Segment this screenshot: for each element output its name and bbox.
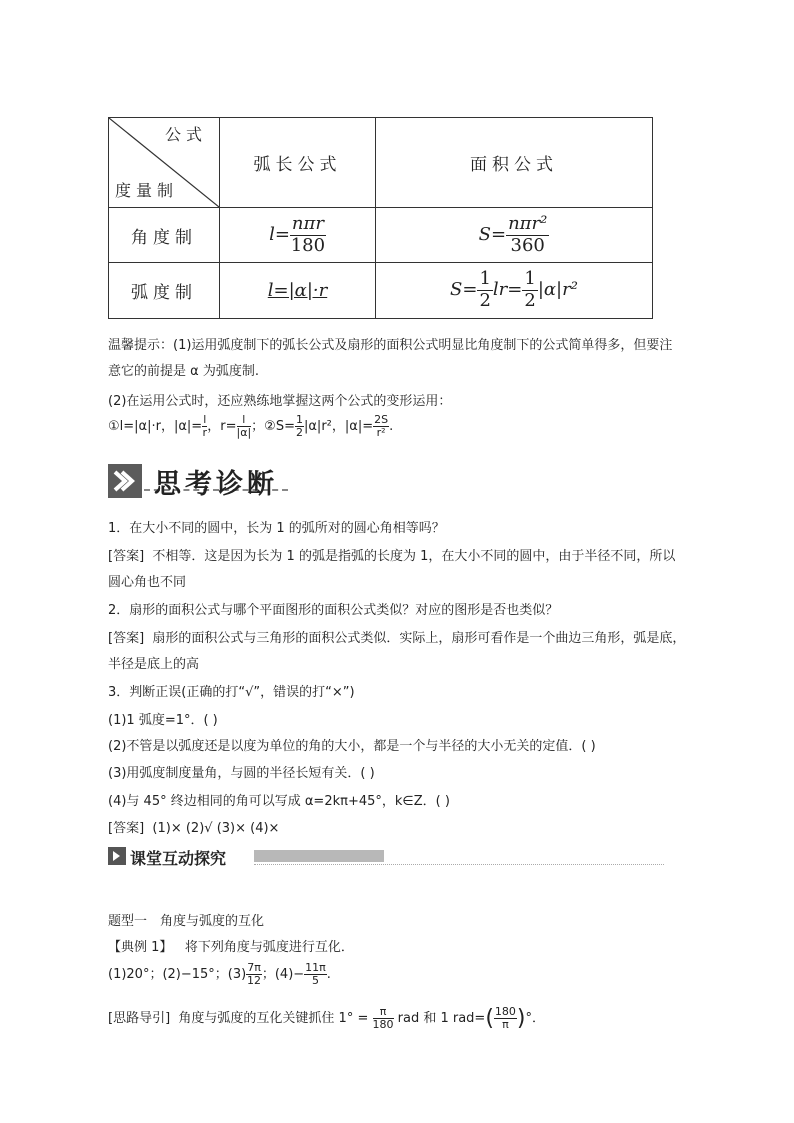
q3-item-4: (4)与 45° 终边相同的角可以写成 α=2kπ+45°，k∈Z．( ) (108, 794, 450, 809)
section-arrow-icon (108, 847, 126, 865)
fraction: $\frac{180}{\pi}$ (494, 1005, 516, 1032)
q3-item-3: (3)用弧度制度量角，与圆的半径长短有关．( ) (108, 766, 375, 781)
fraction: $\frac{7\pi}{12}$ (247, 961, 262, 988)
guide-line: [思路导引] 角度与弧度的互化关键抓住 1° = $\frac{\pi}{180}$ rad 和 1 rad=( $\frac{180}{\pi}$ )°． (108, 1005, 546, 1032)
section-arrow-icon (108, 464, 142, 498)
fraction: $\frac{1}{2}$ (479, 268, 491, 311)
fraction: $\frac{l}{|\alpha|}$ (236, 413, 252, 440)
q3-item-1: (1)1 弧度=1°．( ) (108, 713, 218, 728)
tip-line-1: 温馨提示：(1)运用弧度制下的弧长公式及扇形的面积公式明显比角度制下的公式简单得多，但要注 (108, 338, 673, 353)
degree-area-formula: S= $\frac{\text{nπr²}}{360}$ (376, 208, 653, 263)
q1-answer-cont: 圆心角也不同 (108, 575, 187, 590)
type-title: 题型一 角度与弧度的互化 (108, 914, 265, 929)
table-corner-cell (109, 118, 220, 208)
row-degree-label: 角度制 (109, 208, 220, 263)
q2-question: 2．扇形的面积公式与哪个平面图形的面积公式类似？对应的图形是否也类似？ (108, 603, 559, 618)
fraction: $\frac{\pi}{180}$ (372, 1005, 394, 1032)
q1-question: 1．在大小不同的圆中，长为 1 的弧所对的圆心角相等吗？ (108, 521, 445, 536)
tip-formulas: ①l=|α|·r，|α|= $\frac{l}{r}$ ，r= $\frac{l}{|\alpha|}$ ；②S= $\frac{1}{2}$ |α|r²，|α|= $\frac{2S}{\text{r²}}$ . (108, 413, 394, 440)
example-line: 【典例 1】 将下列角度与弧度进行互化． (108, 940, 354, 955)
fraction: $\frac{\text{nπr}}{180}$ (290, 212, 326, 256)
fraction: $\frac{1}{2}$ (295, 413, 303, 440)
radian-area-formula: S= $\frac{1}{2}$ lr= $\frac{1}{2}$ |α|r² (376, 263, 653, 319)
degree-arc-formula: l= $\frac{\text{nπr}}{180}$ (220, 208, 376, 263)
q3-answer: [答案] (1)× (2)√ (3)× (4)× (108, 821, 280, 836)
radian-arc-formula: l=|α|·r (220, 263, 376, 319)
col-arc-header: 弧长公式 (220, 118, 376, 208)
formula-table (108, 117, 653, 319)
fraction: $\frac{1}{2}$ (524, 268, 536, 311)
tip-line-3: (2)在运用公式时，还应熟练地掌握这两个公式的变形运用： (108, 394, 452, 409)
q2-answer: [答案] 扇形的面积公式与三角形的面积公式类似．实际上，扇形可看作是一个曲边三角形，弧是底， (108, 631, 686, 646)
header-formula-label: 公式 (164, 125, 207, 144)
section-banner-classroom (108, 846, 664, 868)
fraction: $\frac{2S}{\text{r²}}$ (374, 413, 389, 440)
q3-item-2: (2)不管是以弧度还是以度为单位的角的大小，都是一个与半径的大小无关的定值．( ) (108, 739, 596, 754)
row-radian-label: 弧度制 (109, 263, 220, 319)
example-items: (1)20°；(2)−15°；(3) $\frac{7\pi}{12}$ ；(4)− $\frac{11\pi}{5}$ . (108, 961, 331, 988)
q2-answer-cont: 半径是底上的高 (108, 657, 200, 672)
header-unit-label: 度量制 (115, 181, 179, 200)
tip-line-2: 意它的前提是 α 为弧度制. (108, 364, 259, 379)
fraction: $\frac{\text{nπr²}}{360}$ (508, 212, 548, 256)
q1-answer: [答案] 不相等．这是因为长为 1 的弧是指弧的长度为 1，在大小不同的圆中，由于半径不同，所以 (108, 549, 676, 564)
section-title: 课堂互动探究 (130, 849, 227, 868)
fraction: $\frac{11\pi}{5}$ (305, 961, 326, 988)
col-area-header: 面积公式 (376, 118, 653, 208)
section-title: 思考诊断 (154, 469, 278, 500)
fraction: $\frac{l}{r}$ (202, 413, 207, 440)
section-banner-thinking (108, 462, 288, 500)
q3-question: 3．判断正误(正确的打“√”，错误的打“×”) (108, 685, 355, 700)
